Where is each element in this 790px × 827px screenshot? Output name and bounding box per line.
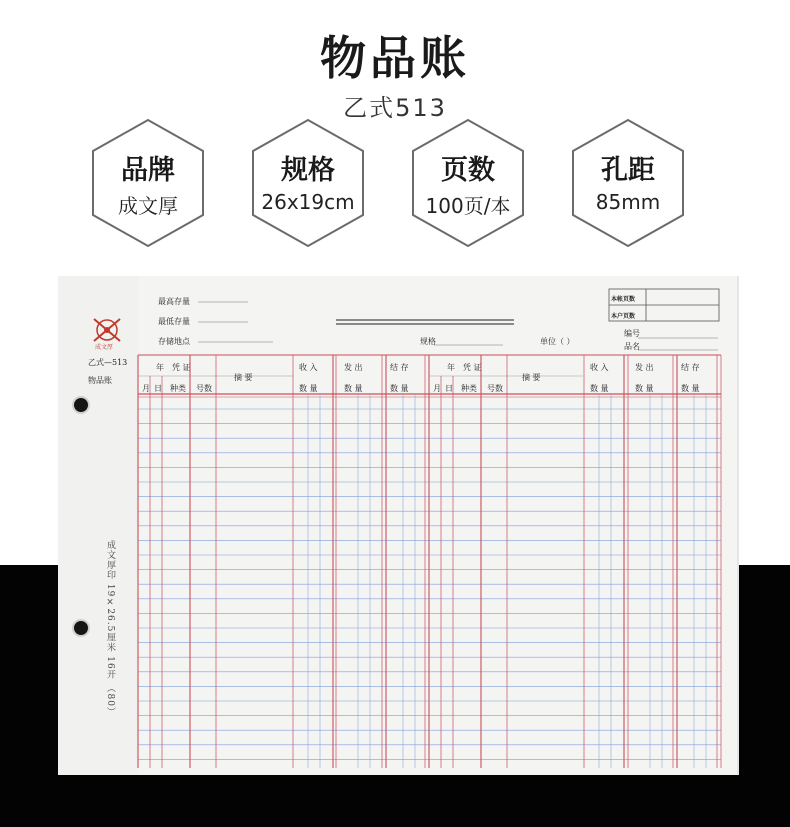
spec-brand-label: 品牌 [121, 155, 175, 186]
spec-field-label: 规格 [420, 337, 436, 346]
left-month-header: 月 [142, 384, 150, 393]
right-kind-header: 种类 [461, 384, 477, 393]
right-balance-header: 结 存 [681, 363, 700, 372]
left-summary-header: 摘 要 [234, 373, 253, 382]
left-out-qty-header: 数 量 [344, 384, 363, 393]
left-out-header: 发 出 [344, 363, 363, 372]
stub-code: 乙式—513 [88, 358, 128, 367]
left-number-header: 号数 [196, 384, 212, 393]
model-subtitle: 乙式513 [343, 94, 447, 122]
right-in-header: 收 入 [590, 363, 609, 372]
left-balance-header: 结 存 [390, 363, 409, 372]
left-day-header: 日 [154, 384, 162, 393]
printer-info-vertical: 成文厚印 19×26.5厘米 16开 （80） [105, 540, 115, 717]
spec-pages-label: 页数 [441, 155, 495, 186]
field-location-label: 存储地点 [158, 337, 190, 346]
right-voucher-header: 凭 证 [463, 363, 482, 372]
spec-brand-value: 成文厚 [118, 194, 178, 218]
spec-hole-value: 85mm [595, 190, 661, 214]
right-out-qty-header: 数 量 [635, 384, 654, 393]
logo-text: 成文厚 [95, 344, 114, 351]
code-field-label: 编号 [624, 329, 640, 338]
right-month-header: 月 [433, 384, 441, 393]
spec-pages-value: 100页/本 [425, 194, 511, 218]
stub-name: 物品账 [88, 376, 112, 385]
box-page-label: 本帐页数 [611, 296, 636, 303]
page-title: 物品账 [320, 31, 470, 85]
spec-brand-badge [90, 118, 206, 248]
right-year-header: 年 [447, 363, 455, 372]
right-summary-header: 摘 要 [522, 373, 541, 382]
right-number-header: 号数 [487, 384, 503, 393]
right-day-header: 日 [445, 384, 453, 393]
left-kind-header: 种类 [170, 384, 186, 393]
right-balance-qty-header: 数 量 [681, 384, 700, 393]
field-max-label: 最高存量 [158, 297, 190, 306]
box-account-label: 本户页数 [611, 313, 636, 320]
spec-hole-label: 孔距 [601, 155, 655, 186]
item-name-field-label: 品名 [624, 342, 640, 351]
spec-hole-badge [570, 118, 686, 248]
right-out-header: 发 出 [635, 363, 654, 372]
spec-pages-badge [410, 118, 526, 248]
spec-size-label: 规格 [281, 155, 335, 186]
left-year-header: 年 [156, 363, 164, 372]
left-in-qty-header: 数 量 [299, 384, 318, 393]
left-in-header: 收 入 [299, 363, 318, 372]
spec-size-badge [250, 118, 366, 248]
spec-size-value: 26x19cm [261, 190, 355, 214]
left-voucher-header: 凭 证 [172, 363, 191, 372]
left-balance-qty-header: 数 量 [390, 384, 409, 393]
unit-field-label: 单位（ ） [540, 337, 575, 346]
field-min-label: 最低存量 [158, 317, 190, 326]
right-in-qty-header: 数 量 [590, 384, 609, 393]
